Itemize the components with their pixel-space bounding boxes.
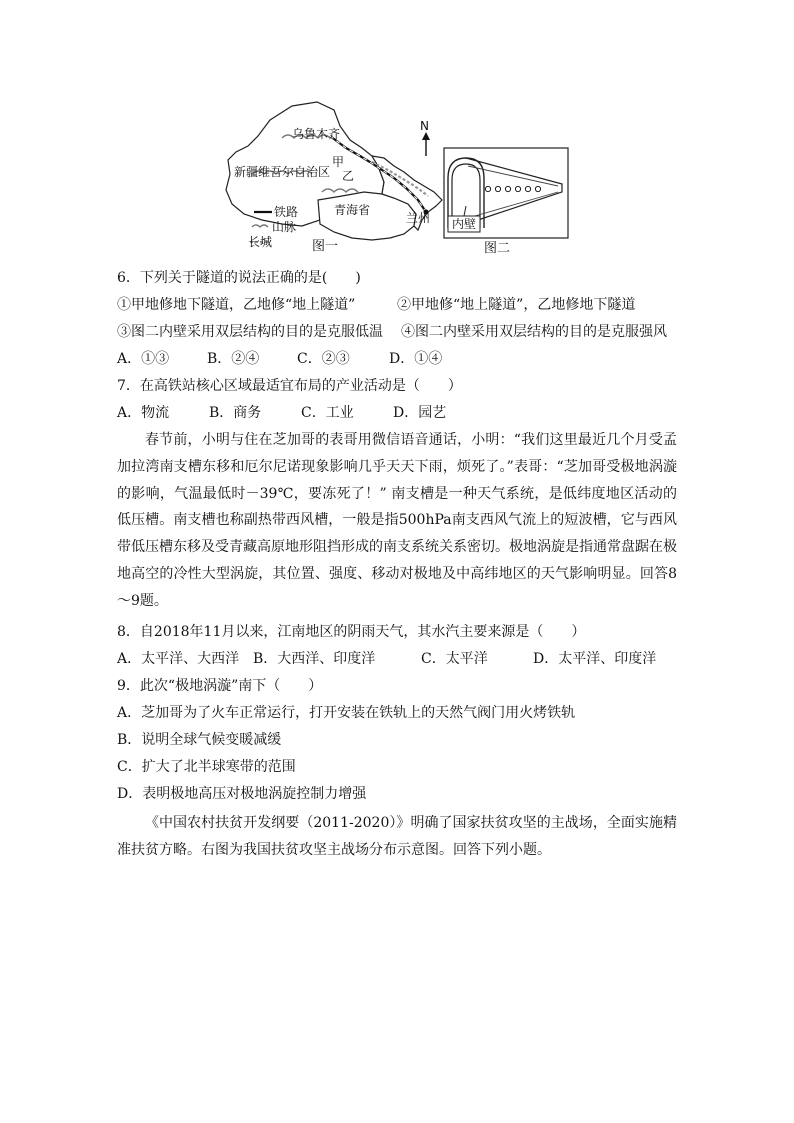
q9-option-a[interactable]: A．芝加哥为了火车正常运行，打开安装在铁轨上的天然气阀门用火烤铁轨: [117, 705, 576, 721]
passage-8-9: 春节前，小明与住在芝加哥的表哥用微信语音通话，小明：“我们这里最近几个月受孟加拉湾南支槽东移和厄尔尼诺现象影响几乎天天下雨，烦死了。”表哥：“芝加哥受极地涡漩的影响，气温最低时－39℃，要冻死了！” 南支槽是一种天气系统，是低纬度地区活动的低压槽。南支槽也称副热带西风槽，一般是指500hPa南支西风气流上的短波槽，它与西风带低压槽东移及受青藏高原地形阻挡形成的南支系统关系密切。极地涡旋是指通常盘踞在极地高空的冷性大型涡旋，其位置、强度、移动对极地及中高纬地区的天气影响明显。回答8～9题。: [117, 432, 677, 609]
legend-mountain-symbol: [252, 225, 268, 227]
q8-option-d[interactable]: D．太平洋、印度洋: [533, 651, 657, 667]
caption-figure-1: 图一: [312, 239, 339, 254]
map-figure-1: [226, 102, 442, 254]
q6-statement-4: ④图二内壁采用双层结构的目的是克服强风: [401, 324, 667, 340]
q7-stem: 7．在高铁站核心区域最适宜布局的产业活动是（ ）: [117, 378, 462, 394]
window-icon: [505, 186, 510, 191]
q6-statement-1: ①甲地修地下隧道，乙地修“地上隧道”: [117, 297, 356, 313]
q7-option-b[interactable]: B．商务: [209, 405, 262, 421]
tunnel-figure-2: [444, 148, 568, 256]
q9-stem: 9．此次“极地涡漩”南下（ ）: [117, 678, 323, 694]
q9-option-b[interactable]: B．说明全球气候变暖减缓: [117, 732, 282, 748]
q8-option-a[interactable]: A．太平洋、大西洋: [117, 651, 240, 667]
q6-options: [117, 349, 442, 369]
q7-option-a[interactable]: A．物流: [117, 405, 170, 421]
legend-greatwall: 长城: [248, 235, 273, 249]
q9-option-d[interactable]: D．表明极地高压对极地涡旋控制力增强: [117, 786, 367, 802]
q6-statement-3: ③图二内壁采用双层结构的目的是克服低温: [117, 324, 383, 340]
q8-stem: 8．自2018年11月以来，江南地区的阴雨天气，其水汽主要来源是（ ）: [117, 624, 586, 640]
window-icon: [515, 186, 520, 191]
q6-option-a[interactable]: A．①③: [117, 351, 170, 367]
window-icon: [535, 186, 540, 191]
legend-railway: 铁路: [274, 205, 299, 219]
label-yi: 乙: [342, 169, 355, 183]
q8-options: [117, 649, 656, 669]
q8-option-c[interactable]: C．太平洋: [421, 651, 488, 667]
north-arrow-head: [422, 132, 430, 140]
q9-option-c[interactable]: C．扩大了北半球寒带的范围: [117, 759, 296, 775]
label-lanzhou: 兰州: [406, 211, 431, 225]
north-arrow: [420, 119, 430, 156]
north-label: N: [420, 119, 429, 133]
q8-option-b[interactable]: B．大西洋、印度洋: [253, 651, 376, 667]
q6-option-c[interactable]: C．②③: [297, 351, 350, 367]
window-icon: [495, 186, 500, 191]
q7-option-d[interactable]: D．园艺: [393, 405, 447, 421]
window-icon: [525, 186, 530, 191]
passage-poverty: 《中国农村扶贫开发纲要（2011-2020）》明确了国家扶贫攻坚的主战场，全面实施精准扶贫方略。右图为我国扶贫攻坚主战场分布示意图。回答下列小题。: [117, 815, 677, 858]
q7-options: [117, 403, 446, 423]
q7-option-c[interactable]: C．工业: [301, 405, 354, 421]
q6-statement-2: ②甲地修“地上隧道”，乙地修地下隧道: [397, 297, 636, 313]
caption-figure-2: 图二: [484, 241, 511, 256]
q6-option-d[interactable]: D．①④: [389, 351, 443, 367]
label-xinjiang: 新疆维吾尔自治区: [234, 165, 331, 179]
q6-stem: 6．下列关于隧道的说法正确的是( ): [117, 270, 361, 286]
label-jia: 甲: [332, 155, 345, 169]
q6-option-b[interactable]: B．②④: [207, 351, 260, 367]
q6-statements-row1: [117, 295, 635, 315]
label-inner-wall: 内壁: [452, 217, 477, 231]
window-icon: [485, 186, 490, 191]
label-qinghai: 青海省: [334, 203, 371, 217]
q6-statements-row2: [117, 322, 667, 342]
legend-mountain: 山脉: [272, 220, 297, 234]
label-urumqi: 乌鲁木齐: [292, 127, 341, 141]
figure-map-and-tunnel: [222, 96, 574, 258]
